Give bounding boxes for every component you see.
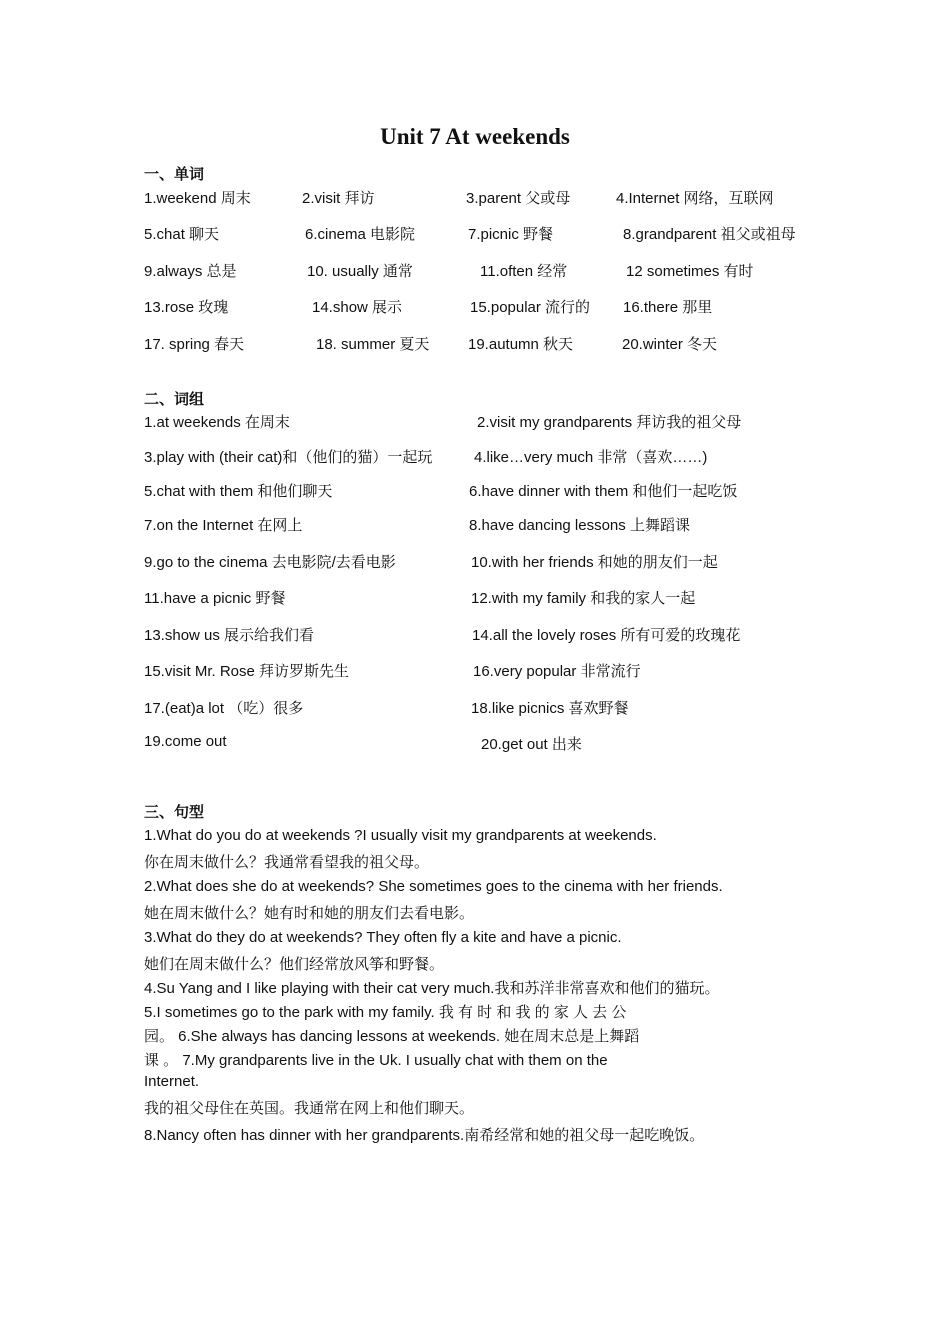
sentence-line: Internet. <box>144 1073 200 1090</box>
phrase-item: 17.(eat)a lot （吃）很多 <box>144 700 304 717</box>
sentence-line: 4.Su Yang and I like playing with their cat very much.我和苏洋非常喜欢和他们的猫玩。 <box>144 980 720 997</box>
phrases-heading: 二、词组 <box>144 390 205 408</box>
sentence-line: 我的祖父母住在英国。我通常在网上和他们聊天。 <box>144 1100 475 1117</box>
word-item: 14.show 展示 <box>312 299 403 316</box>
word-item: 10. usually 通常 <box>307 263 413 280</box>
word-item: 7.picnic 野餐 <box>468 226 554 243</box>
word-item: 11.often 经常 <box>480 263 568 280</box>
word-item: 9.always 总是 <box>144 263 237 280</box>
phrase-item: 19.come out <box>144 733 227 750</box>
word-item: 19.autumn 秋天 <box>468 336 574 353</box>
phrase-item: 7.on the Internet 在网上 <box>144 517 303 534</box>
word-item: 2.visit 拜访 <box>302 190 375 207</box>
word-item: 18. summer 夏天 <box>316 336 430 353</box>
sentence-line: 你在周末做什么？我通常看望我的祖父母。 <box>144 854 430 871</box>
word-item: 5.chat 聊天 <box>144 226 220 243</box>
sentence-line: 5.I sometimes go to the park with my family. 我 有 时 和 我 的 家 人 去 公 <box>144 1004 627 1021</box>
sentence-line: 8.Nancy often has dinner with her grandparents.南希经常和她的祖父母一起吃晚饭。 <box>144 1127 705 1144</box>
phrase-item: 3.play with (their cat)和（他们的猫）一起玩 <box>144 449 433 466</box>
phrase-item: 6.have dinner with them 和他们一起吃饭 <box>469 483 738 500</box>
phrase-item: 10.with her friends 和她的朋友们一起 <box>471 554 718 571</box>
word-item: 16.there 那里 <box>623 299 713 316</box>
phrase-item: 9.go to the cinema 去电影院/去看电影 <box>144 554 396 571</box>
word-item: 4.Internet 网络，互联网 <box>616 190 774 207</box>
sentence-line: 课 。 7.My grandparents live in the Uk. I usually chat with them on the <box>144 1052 608 1069</box>
word-item: 20.winter 冬天 <box>622 336 718 353</box>
phrase-item: 11.have a picnic 野餐 <box>144 590 286 607</box>
phrase-item: 12.with my family 和我的家人一起 <box>471 590 696 607</box>
sentence-line: 她们在周末做什么？他们经常放风筝和野餐。 <box>144 956 445 973</box>
page-title: Unit 7 At weekends <box>380 124 570 149</box>
sentence-line: 她在周末做什么？她有时和她的朋友们去看电影。 <box>144 905 475 922</box>
phrase-item: 1.at weekends 在周末 <box>144 414 290 431</box>
phrase-item: 18.like picnics 喜欢野餐 <box>471 700 629 717</box>
word-item: 12 sometimes 有时 <box>626 263 754 280</box>
phrase-item: 15.visit Mr. Rose 拜访罗斯先生 <box>144 663 350 680</box>
sentence-line: 3.What do they do at weekends? They often fly a kite and have a picnic. <box>144 929 622 946</box>
sentences-heading: 三、句型 <box>144 803 205 821</box>
word-item: 13.rose 玫瑰 <box>144 299 229 316</box>
sentence-line: 2.What does she do at weekends? She sometimes goes to the cinema with her friends. <box>144 878 723 895</box>
phrase-item: 13.show us 展示给我们看 <box>144 627 315 644</box>
phrase-item: 5.chat with them 和他们聊天 <box>144 483 333 500</box>
word-item: 6.cinema 电影院 <box>305 226 416 243</box>
word-item: 17. spring 春天 <box>144 336 245 353</box>
phrase-item: 16.very popular 非常流行 <box>473 663 641 680</box>
words-heading: 一、单词 <box>144 165 205 183</box>
word-item: 1.weekend 周末 <box>144 190 251 207</box>
phrase-item: 20.get out 出来 <box>481 736 582 753</box>
phrase-item: 14.all the lovely roses 所有可爱的玫瑰花 <box>472 627 741 644</box>
word-item: 15.popular 流行的 <box>470 299 591 316</box>
phrase-item: 4.like…very much 非常（喜欢……) <box>474 449 708 466</box>
phrase-item: 2.visit my grandparents 拜访我的祖父母 <box>477 414 742 431</box>
sentence-line: 1.What do you do at weekends ?I usually visit my grandparents at weekends. <box>144 827 657 844</box>
word-item: 8.grandparent 祖父或祖母 <box>623 226 796 243</box>
word-item: 3.parent 父或母 <box>466 190 571 207</box>
phrase-item: 8.have dancing lessons 上舞蹈课 <box>469 517 690 534</box>
sentence-line: 园。 6.She always has dancing lessons at weekends. 她在周末总是上舞蹈 <box>144 1028 640 1045</box>
